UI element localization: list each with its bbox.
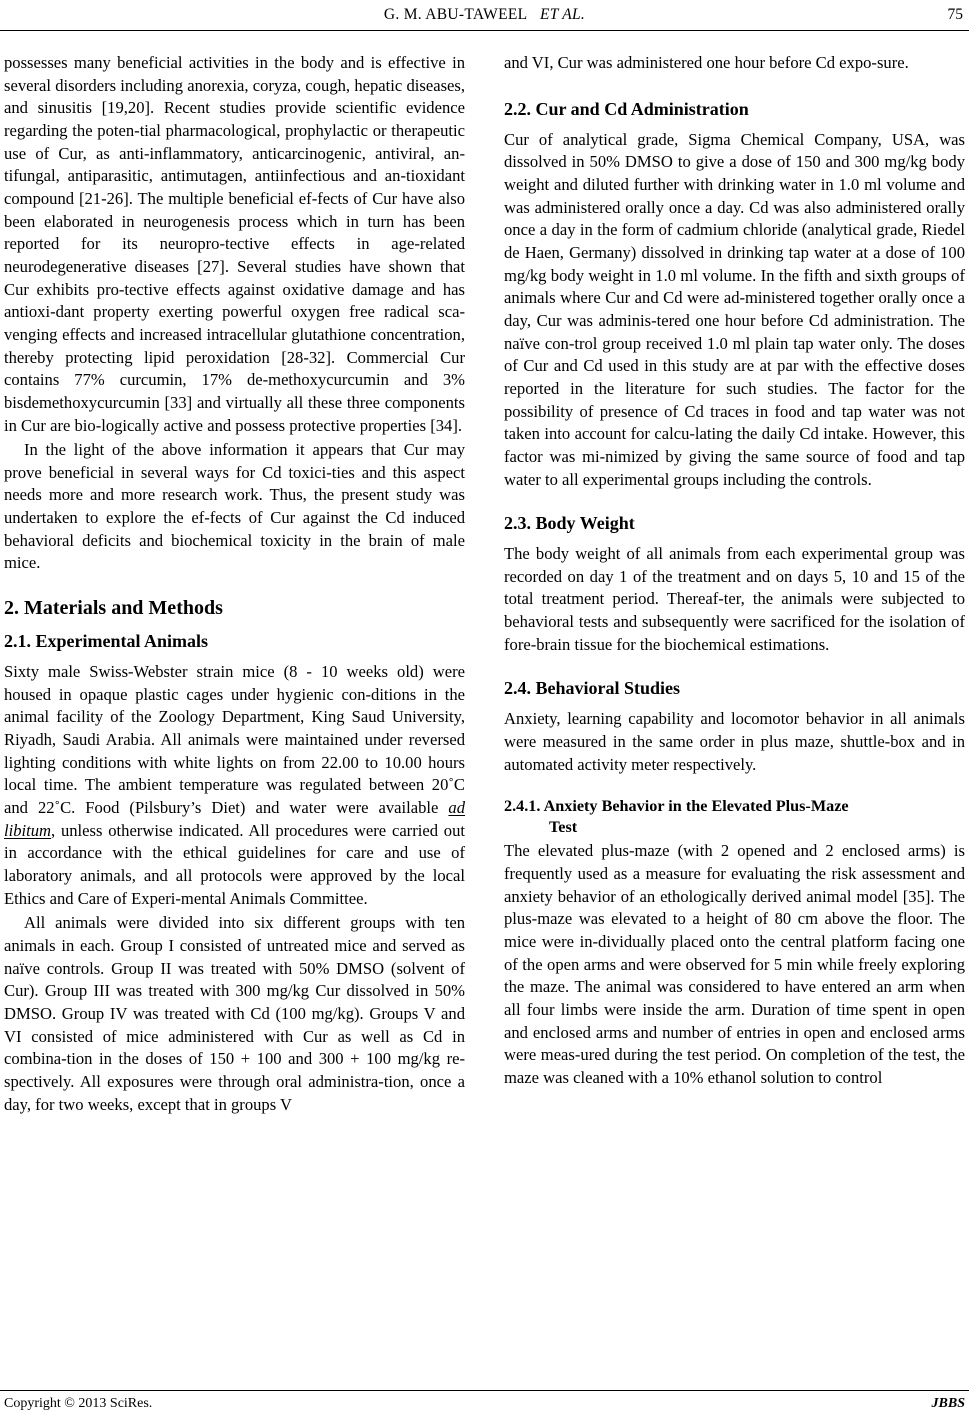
subsection-title-experimental-animals: 2.1. Experimental Animals — [4, 631, 209, 652]
paragraph-curcumin-benefits: possesses many beneficial activities in the body and is effective in several disorders including anorexia, coryza, cough, hepatic diseases, and sinusitis [19,20]. Recent studies provide scientific evidence regarding the poten-tial pharmacological, prophylactic or therapeutic use of Cur, as anti-inflammatory, anticarcinogenic, antiviral, an-tifungal, antiparasitic, antimutagen, antiinfectious and an-tioxidant compound [21-26]. The multiple beneficial ef-fects of Cur have also been elaborated in neurogenesis process which in turn has been reported for its neuropro-tective effects in age-related neurodegenerative diseases [27]. Several studies have shown that Cur exhibits pro-tective effects against oxidative damage and has antioxi-dant property exerting powerful oxygen free radical sca-venging effects and increased intracellular glutathione concentration, thereby protecting lipid peroxidation [28-32]. Commercial Cur contains 77% curcumin, 17% de-methoxycurcumin and 3% bisdemethoxycurcumin [33] and virtually all these three components in Cur are bio-logically active and possess protective properties [34]. — [4, 53, 465, 435]
running-header — [0, 6, 969, 24]
footer-rule — [0, 1390, 969, 1391]
text-ad: ad — [448, 798, 465, 818]
header-et-al: ET AL. — [539, 6, 586, 23]
subsection-title-behavioral-studies: 2.4. Behavioral Studies — [504, 678, 681, 699]
paragraph-cur-cd-administration: Cur of analytical grade, Sigma Chemical Company, USA, was dissolved in 50% DMSO to give a dose of 150 and 300 mg/kg body weight and diluted further with drinking water in 1.0 ml volume and was administered orally once a day. Cd was also administered orally once a day in the form of cadmium chloride (analytical grade, Riedel de Haen, Germany) dissolved in drinking tap water at a dose of 100 mg/kg body weight in 1.0 ml volume. In the fifth and sixth groups of animals where Cur and Cd were ad-ministered together orally once a day, Cur was adminis-tered one hour before Cd administration. The naïve con-trol group received 1.0 ml plain tap water only. The doses of Cur and Cd used in this study are at par with the effective doses reported in the literature for such studies. The factor for the possibility of presence of Cd traces in food and tap water was not taken into account for calcu-lating the daily Cd intake. However, this factor was mi-nimized by giving the same source of food and tap water to all experimental groups including the controls. — [504, 129, 965, 489]
footer-copyright: Copyright © 2013 SciRes. — [4, 1396, 153, 1411]
text-animals-ethics: , unless otherwise indicated. All procedures were carried out in accordance with the ethical guidelines for care and use of laboratory animals, and all protocols were approved by the local Ethics and Care of Experi-mental Animals Committee. — [4, 820, 465, 908]
subsubsection-title-line1: 2.4.1. Anxiety Behavior in the Elevated Plus-Maze — [504, 797, 849, 816]
paragraph-experimental-animals — [4, 661, 465, 910]
text-libitum: libitum — [4, 820, 52, 840]
paragraph-behavioral-studies: Anxiety, learning capability and locomotor behavior in all animals were measured in the same order in plus maze, shuttle-box and in automated activity meter respectively. — [504, 709, 965, 774]
subsection-title-cur-cd-administration: 2.2. Cur and Cd Administration — [504, 98, 749, 119]
page-number: 75 — [947, 6, 963, 23]
subsubsection-title-line2: Test — [549, 818, 578, 837]
left-column — [4, 52, 465, 1116]
paragraph-body-weight: The body weight of all animals from each experimental group was recorded on day 1 of the treatment and on days 5, 10 and 15 of the total treatment period. Thereaf-ter, the animals were subjected to behavioral tests and subsequently were sacrificed for the isolation of fore-brain tissue for the biochemical estimations. — [504, 544, 965, 654]
section-title-materials-methods: 2. Materials and Methods — [4, 597, 223, 620]
footer-journal: JBBS — [931, 1396, 965, 1411]
paragraph-animal-groups: All animals were divided into six different groups with ten animals in each. Group I consisted of untreated mice and served as naïve controls. Group II was treated with 50% DMSO (solvent of Cur). Group III was treated with 300 mg/kg Cur dissolved in 50% DMSO. Group IV was treated with Cd (100 mg/kg). Groups V and VI consisted of mice administered with Cur as well as Cd in combina-tion in the doses of 150 + 100 and 300 + 100 mg/kg re-spectively. All exposures were through oral administra-tion, once a day, for two weeks, except that in groups V — [4, 913, 465, 1114]
header-rule — [0, 30, 969, 31]
text-animals-housing: Sixty male Swiss-Webster strain mice (8 - 10 weeks old) were housed in opaque plastic cages under hygienic con-ditions in the animal facility of the Zoology Department, King Saud University, Riyadh, Saudi Arabia. All animals were maintained under reversed lighting conditions with white lights on from 22.00 to 10.00 hours local time. The ambient temperature was regulated between 20˚C and 22˚C. Food (Pilsbury’s Diet) and water were available — [4, 662, 465, 818]
subsubsection-title-plus-maze — [504, 796, 965, 838]
paragraph-study-aim: In the light of the above information it appears that Cur may prove beneficial in several ways for Cd toxici-ties and this aspect needs more and more research work. Thus, the present study was undertaken to explore the ef-fects of Cur against the Cd induced behavioral deficits and biochemical toxicity in the brain of male mice. — [4, 440, 465, 573]
subsection-title-body-weight: 2.3. Body Weight — [504, 513, 635, 534]
paragraph-plus-maze: The elevated plus-maze (with 2 opened and 2 enclosed arms) is frequently used as a measure for evaluating the risk assessment and anxiety behavior of an ethologically derived animal model [35]. The plus-maze was elevated to a height of 80 cm above the floor. The mice were in-dividually placed onto the central platform facing one of the open arms and were observed for 5 min while freely exploring the maze. The animal was considered to have entered an arm when all four limbs were inside the arm. Duration of time spent in open and enclosed arms and number of entries in open and enclosed arms were meas-ured during the test period. On completion of the test, the maze was cleaned with a 10% ethanol solution to control — [504, 841, 965, 1087]
header-authors: G. M. ABU-TAWEEL — [383, 6, 528, 23]
right-column — [504, 52, 965, 1090]
paragraph-cur-timing: and VI, Cur was administered one hour before Cd expo-sure. — [504, 53, 909, 72]
